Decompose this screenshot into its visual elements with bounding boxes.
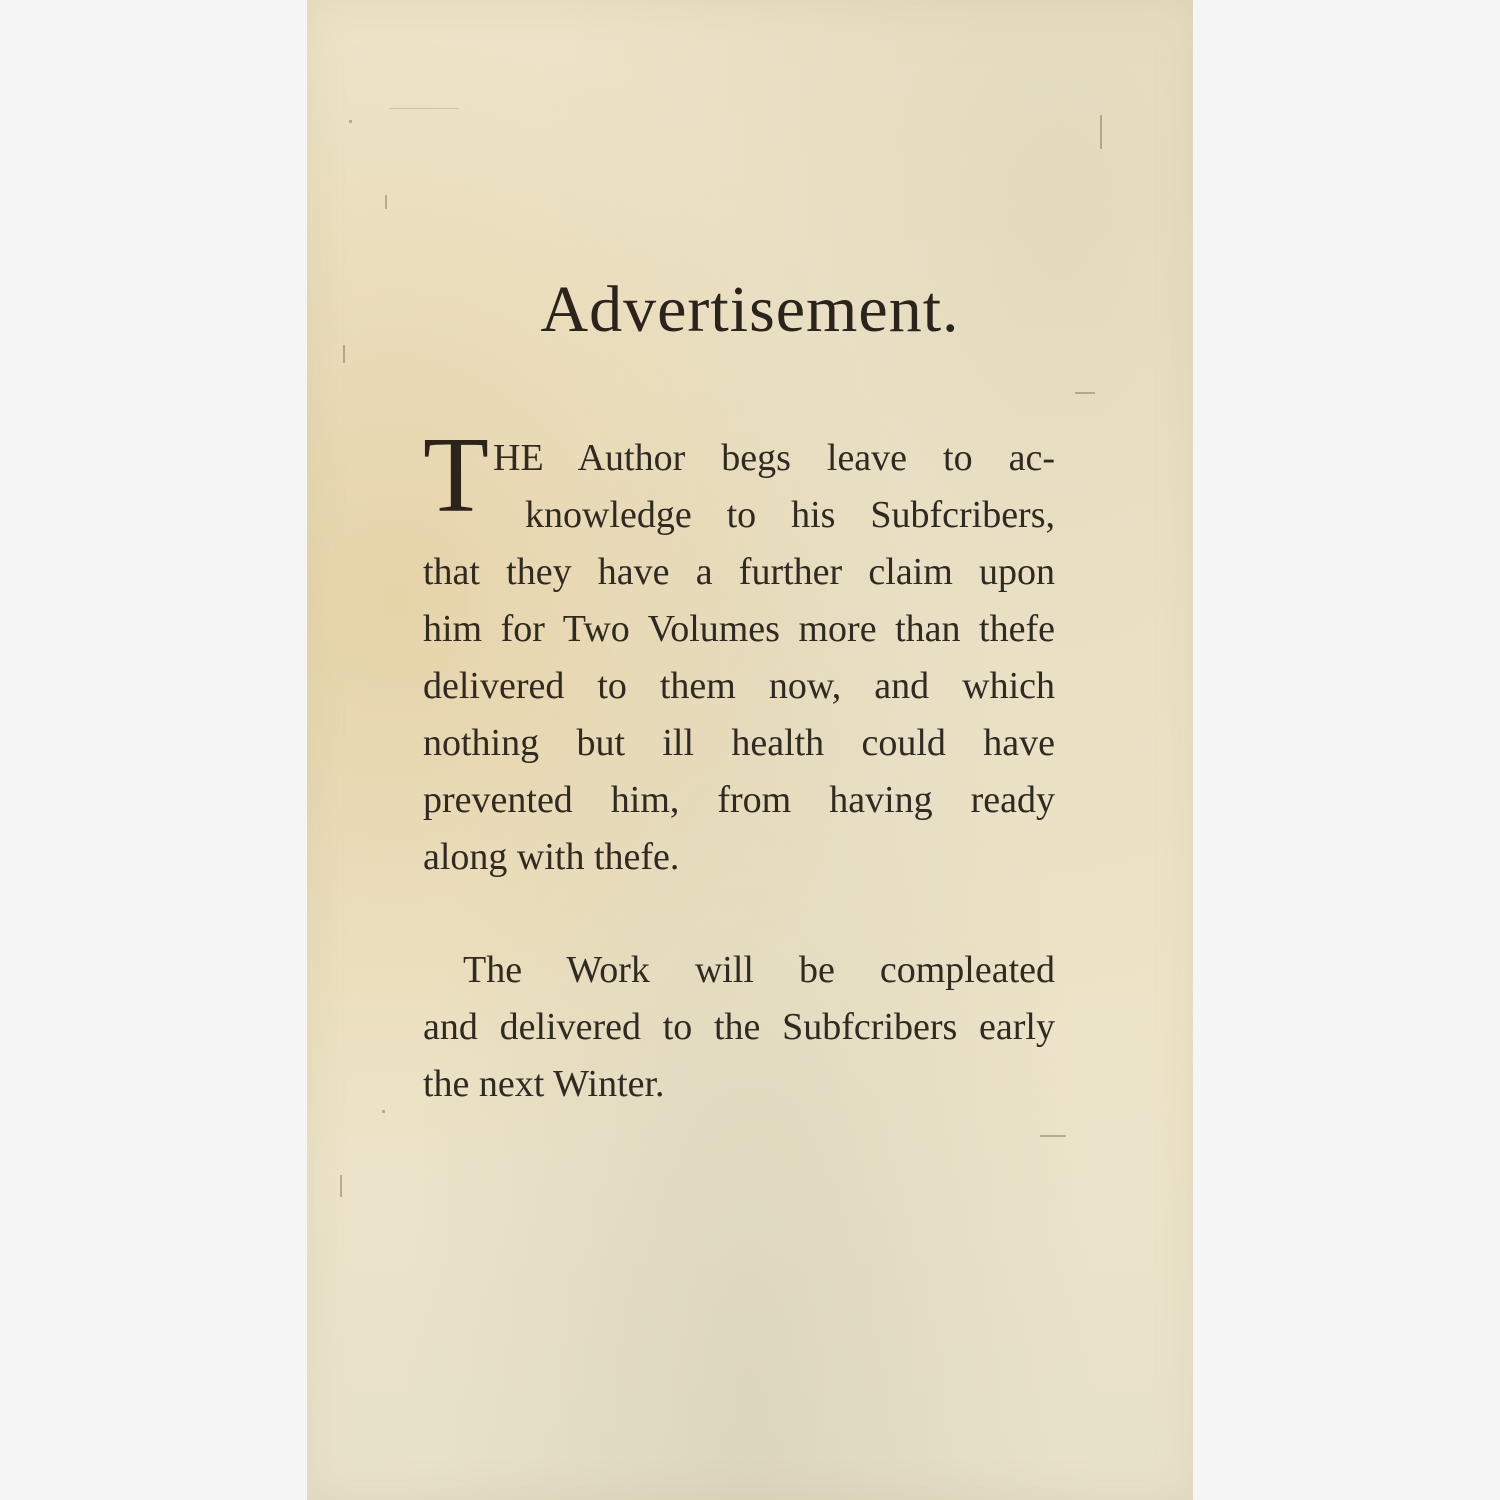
text-line: knowledge to his Subfcribers, [525,494,1055,536]
book-page [307,0,1193,1500]
paper-speck [1075,392,1095,394]
text-line: delivered to them now, and which [423,665,1055,707]
text-line: him for Two Volumes more than thefe [423,608,1055,650]
text-line: The Work will be compleated [463,949,1055,991]
paper-speck [349,120,352,123]
text-line: HE Author begs leave to ac- [493,437,1055,479]
text-line: prevented him, from having ready [423,779,1055,821]
paper-speck [340,1175,342,1197]
paper-speck [1040,1135,1066,1137]
paper-speck [389,108,459,109]
page-title: Advertisement. [540,273,960,346]
paper-speck [385,195,387,209]
paper-speck [382,1110,385,1113]
text-line: the next Winter. [423,1063,665,1105]
text-line: that they have a further claim upon [423,551,1055,593]
paper-speck [1100,115,1102,149]
paragraph-completion-notice [423,942,1055,1113]
drop-cap: T [423,416,489,535]
text-line: and delivered to the Subfcribers early [423,1006,1055,1048]
text-line: nothing but ill health could have [423,722,1055,764]
paragraph-acknowledgement [423,416,1055,886]
text-line: along with thefe. [423,836,680,878]
